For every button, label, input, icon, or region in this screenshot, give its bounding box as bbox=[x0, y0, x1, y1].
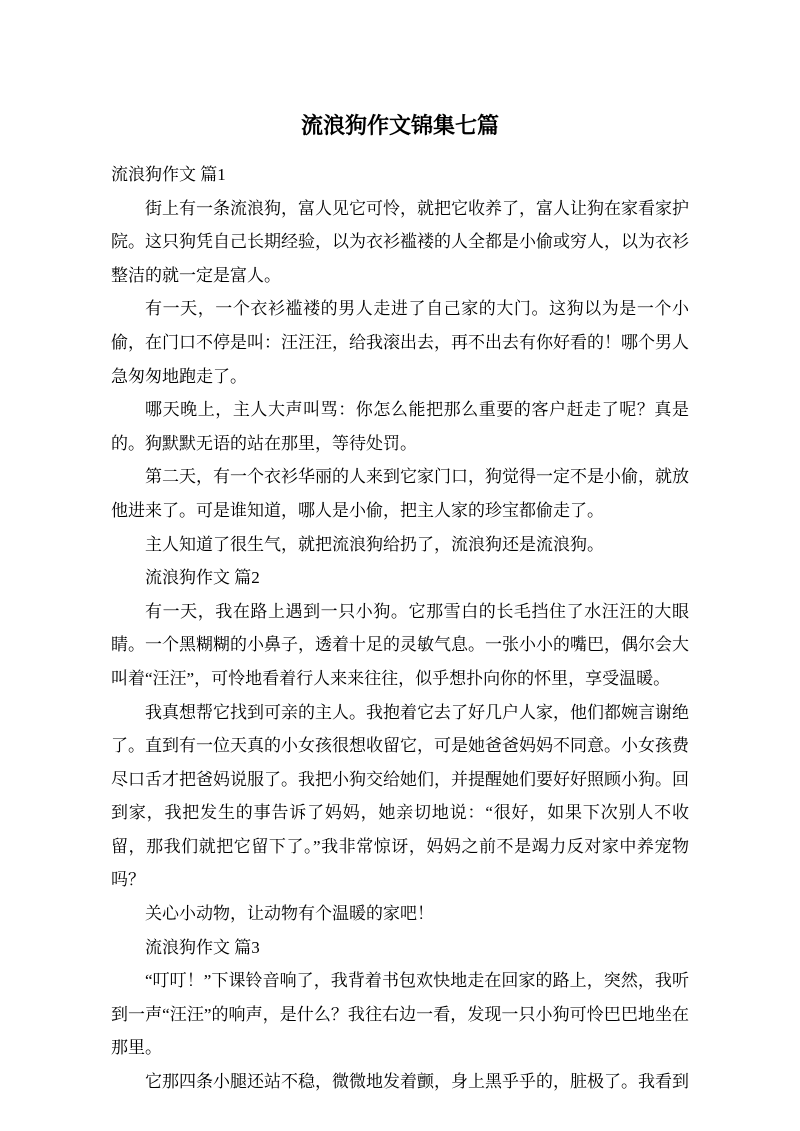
paragraph: 有一天，一个衣衫褴褛的男人走进了自己家的大门。这狗以为是一个小偷，在门口不停是叫：汪汪汪，给我滚出去，再不出去有你好看的！哪个男人急匆匆地跑走了。 bbox=[111, 299, 689, 386]
paragraph: 哪天晚上，主人大声叫骂：你怎么能把那么重要的客户赶走了呢？真是的。狗默默无语的站在那里，等待处罚。 bbox=[111, 400, 689, 453]
section-heading: 流浪狗作文 篇3 bbox=[145, 937, 260, 957]
section-heading: 流浪狗作文 篇2 bbox=[145, 568, 260, 588]
section-heading: 流浪狗作文 篇1 bbox=[111, 165, 226, 184]
document-title: 流浪狗作文锦集七篇 bbox=[300, 113, 499, 138]
paragraph: 主人知道了很生气，就把流浪狗给扔了，流浪狗还是流浪狗。 bbox=[145, 534, 604, 554]
paragraph: 第二天，有一个衣衫华丽的人来到它家门口，狗觉得一定不是小偷，就放他进来了。可是谁知道，哪人是小偷，把主人家的珍宝都偷走了。 bbox=[111, 467, 689, 520]
paragraph: 它那四条小腿还站不稳，微微地发着颤，身上黑乎乎的，脏极了。我看到 bbox=[145, 1072, 689, 1092]
paragraph: “叮叮！”下课铃音响了，我背着书包欢快地走在回家的路上，突然，我听到一声“汪汪”的响声，是什么？我往右边一看，发现一只小狗可怜巴巴地坐在那里。 bbox=[111, 971, 689, 1058]
paragraph: 有一天，我在路上遇到一只小狗。它那雪白的长毛挡住了水汪汪的大眼睛。一个黑糊糊的小鼻子，透着十足的灵敏气息。一张小小的嘴巴，偶尔会大叫着“汪汪”，可怜地看着行人来来往往，似乎想扑向你的怀里，享受温暖。 bbox=[111, 601, 689, 688]
paragraph: 我真想帮它找到可亲的主人。我抱着它去了好几户人家，他们都婉言谢绝了。直到有一位天真的小女孩很想收留它，可是她爸爸妈妈不同意。小女孩费尽口舌才把爸妈说服了。我把小狗交给她们，并提醒她们要好好照顾小狗。回到家，我把发生的事告诉了妈妈，她亲切地说：“很好，如果下次别人不收留，那我们就把它留下了。”我非常惊讶，妈妈之前不是竭力反对家中养宠物吗？ bbox=[111, 702, 689, 890]
paragraph: 关心小动物，让动物有个温暖的家吧！ bbox=[145, 904, 434, 924]
paragraph: 街上有一条流浪狗，富人见它可怜，就把它收养了，富人让狗在家看家护院。这只狗凭自己长期经验，以为衣衫褴褛的人全都是小偷或穷人，以为衣衫整洁的就一定是富人。 bbox=[111, 198, 689, 285]
